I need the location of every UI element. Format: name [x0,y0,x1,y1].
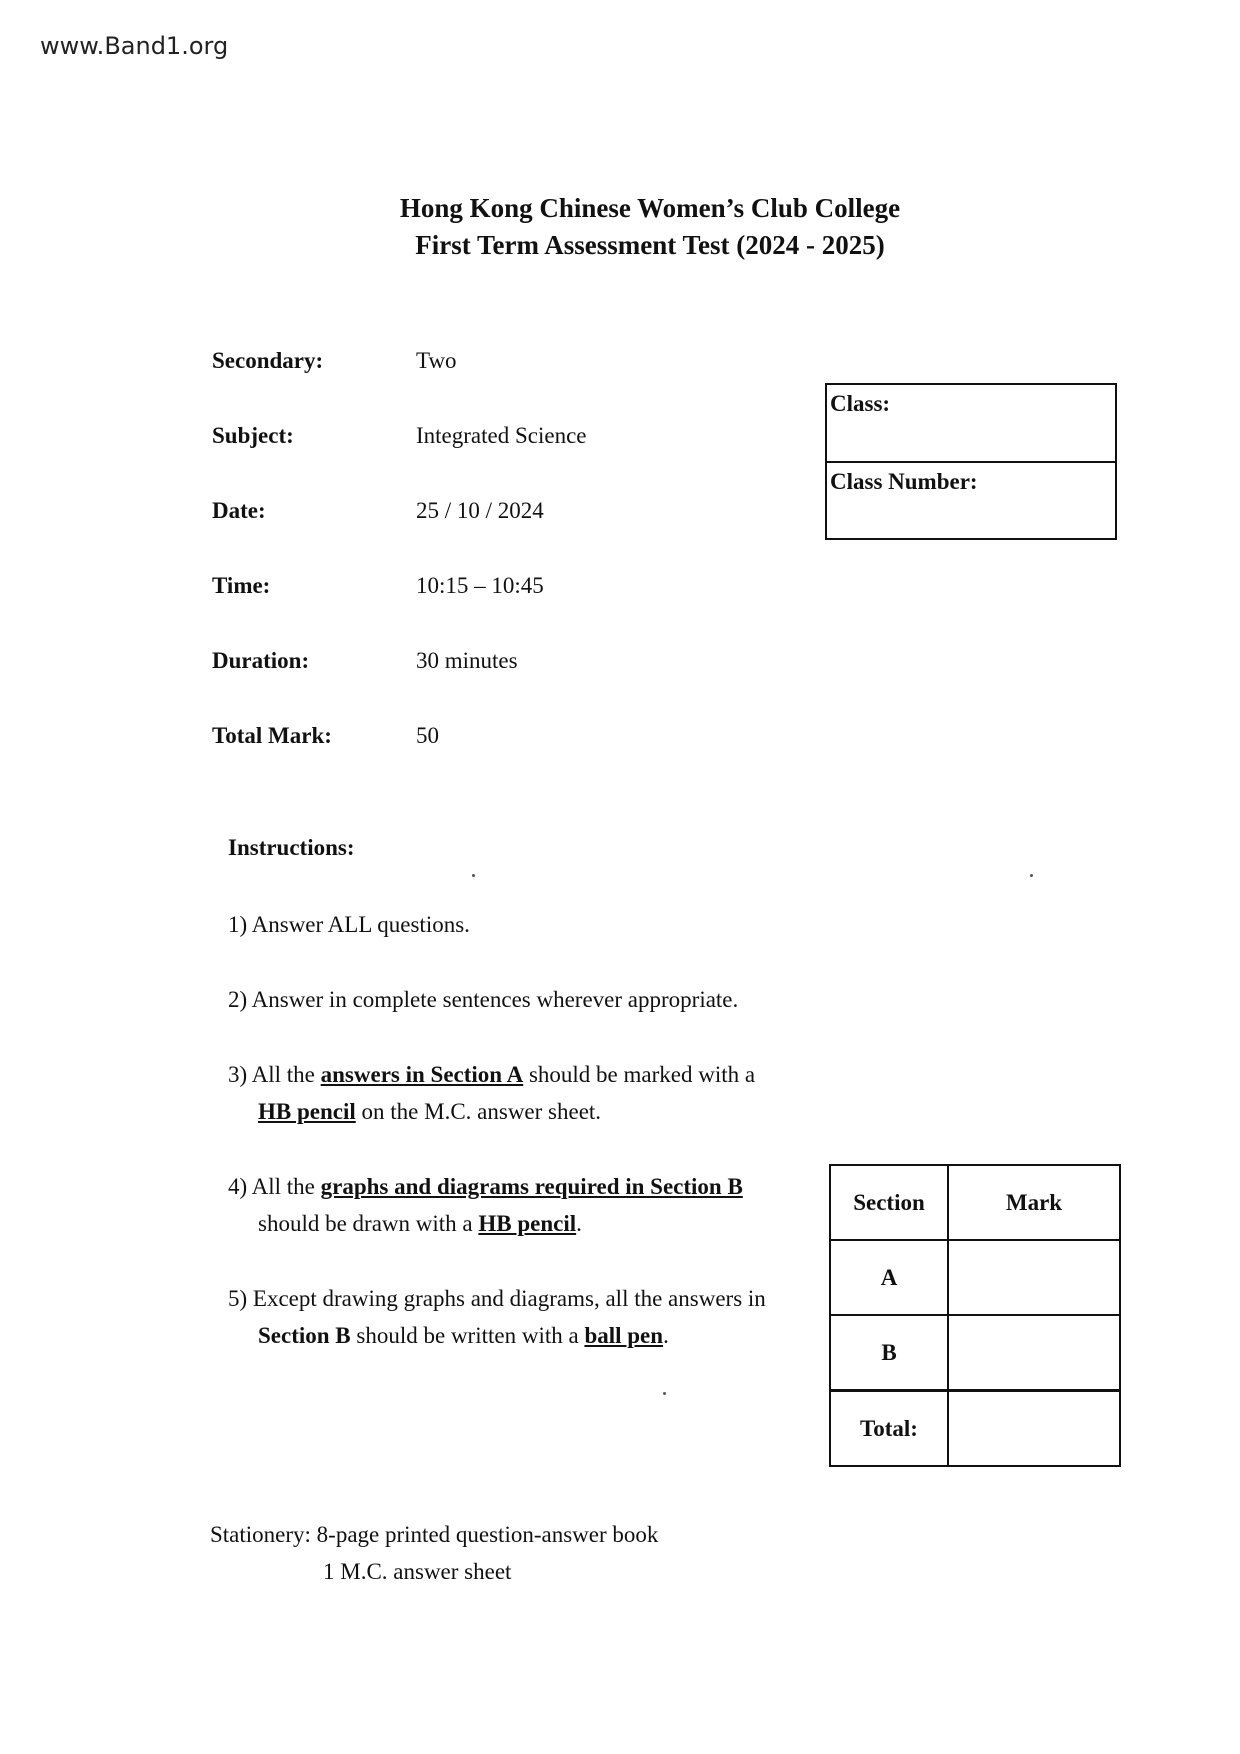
school-name: Hong Kong Chinese Women’s Club College [399,193,901,223]
emphasis-text: graphs and diagrams required in Section B [320,1174,743,1199]
section-b-mark-cell[interactable] [948,1315,1120,1391]
instruction-text: 1) Answer ALL questions. [228,912,470,937]
emphasis-text: HB pencil [258,1099,356,1124]
emphasis-text: answers in Section A [320,1062,524,1087]
instruction-4 [228,1168,828,1242]
stationery-line-1: Stationery: 8-page printed question-answer book [210,1522,659,1547]
instruction-1 [228,906,828,943]
table-row [830,1240,1120,1315]
info-value: Two [416,348,457,373]
stationery-line-2: 1 M.C. answer sheet [323,1559,512,1584]
info-label: Secondary: [212,348,324,373]
instruction-text: 2) Answer in complete sentences wherever appropriate. [228,987,739,1012]
table-header-section: Section [830,1165,948,1240]
table-row [830,1315,1120,1391]
emphasis-text: Section B [258,1323,351,1348]
table-row-total [830,1391,1120,1467]
scan-speck [663,1392,666,1395]
info-label: Duration: [212,648,310,673]
instruction-continuation [228,1317,828,1354]
scan-speck [472,874,475,877]
instruction-text: . [663,1323,669,1348]
instruction-text: should be marked with a [523,1062,756,1087]
instruction-text: 4) All the [228,1174,321,1199]
instruction-continuation [228,1205,828,1242]
total-mark-cell[interactable] [948,1391,1120,1467]
section-a-label: A [830,1240,948,1315]
class-label: Class: [830,391,891,416]
info-value: Integrated Science [416,423,587,448]
instruction-continuation [228,1093,828,1130]
instruction-5 [228,1280,828,1354]
instruction-text: should be drawn with a [258,1211,479,1236]
table-header-mark: Mark [948,1165,1120,1240]
emphasis-text: HB pencil [478,1211,577,1236]
class-box [825,383,1117,540]
class-number-field[interactable] [827,463,1115,541]
instruction-text: on the M.C. answer sheet. [355,1099,602,1124]
test-title: First Term Assessment Test (2024 - 2025) [415,230,885,260]
info-value: 25 / 10 / 2024 [416,498,544,523]
instruction-text: 5) Except drawing graphs and diagrams, all the answers in [228,1286,766,1311]
instruction-3 [228,1056,828,1130]
total-label: Total: [830,1391,948,1467]
instruction-text: 3) All the [228,1062,321,1087]
watermark-text: www.Band1.org [40,32,229,60]
section-b-label: B [830,1315,948,1391]
info-label: Subject: [212,423,294,448]
info-label: Date: [212,498,266,523]
instruction-text: . [576,1211,582,1236]
instruction-2 [228,981,828,1018]
info-label: Time: [212,573,271,598]
class-number-label: Class Number: [830,469,978,494]
instructions-heading: Instructions: [228,835,355,860]
info-value: 10:15 – 10:45 [416,573,544,598]
info-label: Total Mark: [212,723,332,748]
instruction-text: should be written with a [350,1323,585,1348]
scan-speck [1030,874,1033,877]
info-value: 50 [416,723,439,748]
table-header-row [830,1165,1120,1240]
class-field[interactable] [827,385,1115,463]
marks-table [829,1164,1121,1467]
emphasis-text: ball pen [584,1323,664,1348]
info-value: 30 minutes [416,648,518,673]
section-a-mark-cell[interactable] [948,1240,1120,1315]
